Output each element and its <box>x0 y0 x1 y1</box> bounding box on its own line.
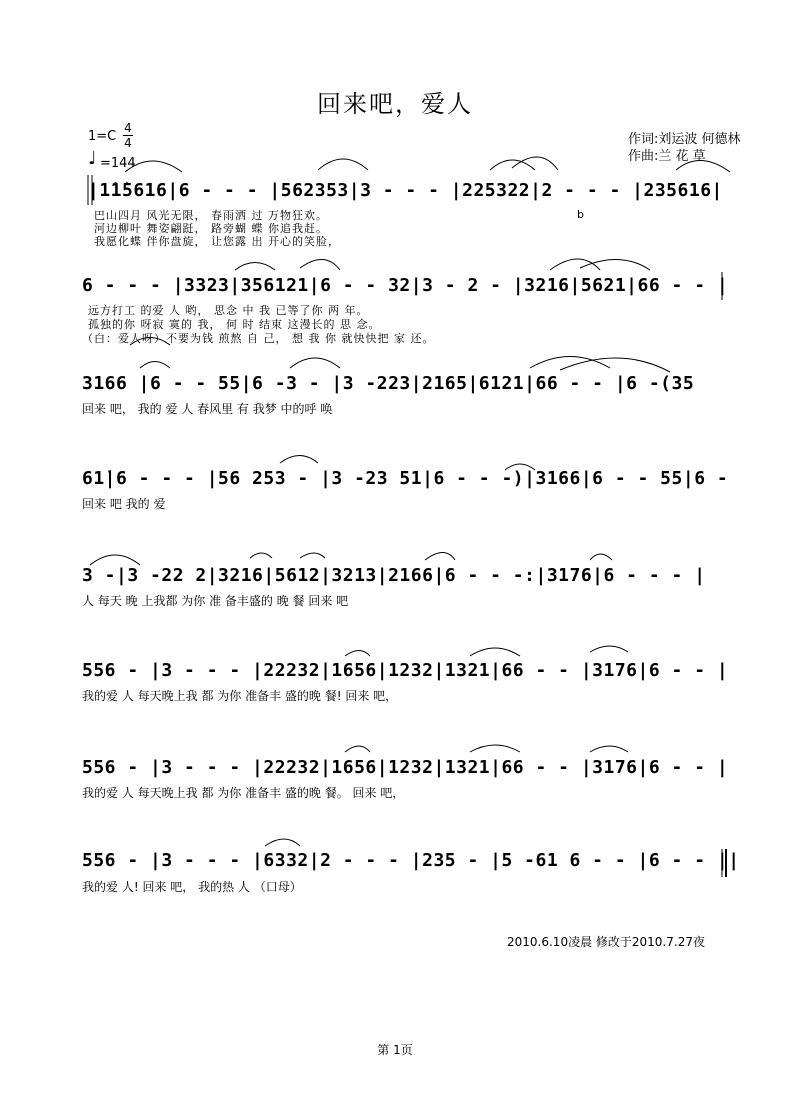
slur <box>140 362 170 369</box>
slur <box>235 263 275 271</box>
slur <box>590 746 628 752</box>
lyric-4: 回来 吧 我的 爱 <box>82 497 166 511</box>
slur <box>470 648 520 656</box>
lyric-1-verse-3: 我愿化蝶 伴你盘旋， 让您露 出 开心的笑脸， <box>94 235 340 248</box>
lyric-3: 回来 吧， 我的 爱 人 春风里 有 我梦 中的呼 唤 <box>82 402 333 416</box>
lyric-7: 我的爱 人 每天晚上我 都 为你 准备丰 盛的晚 餐。 回来 吧， <box>82 786 405 800</box>
slur <box>280 456 318 464</box>
slur <box>300 553 325 558</box>
lyric-2-verse-1: 远方打工 的爱 人 哟， 思念 中 我 已等了你 两 年。 <box>88 304 369 317</box>
slur <box>505 464 535 470</box>
slur <box>560 358 670 372</box>
lyricist-credit: 作词:刘运波 何德林 <box>628 132 741 147</box>
score-line-2: 6 - - - |3323|356121|6 - - 32|3 - 2 - |3216|5621|66 - - | <box>82 275 729 296</box>
lyric-1-verse-2: 河边柳叶 舞姿翩跹， 路旁蝴 蝶 你追我赶。 <box>94 222 328 235</box>
score-line-8: 556 - |3 - - - |6332|2 - - - |235 - |5 -61 6 - - |6 - - || <box>82 850 740 871</box>
slur <box>250 553 272 558</box>
score-line-4: 61̇|6 - - - |56 253 - |3 -23 51|6 - - -)|3166|6 - - 55|6 - <box>82 468 729 489</box>
tempo: =144 <box>100 156 136 171</box>
slur <box>550 259 600 270</box>
page-number: 第 1页 <box>377 1043 413 1057</box>
lyric-5: 人 每天 晚 上我都 为你 准 备丰盛的 晚 餐 回来 吧 <box>82 594 349 608</box>
slur <box>265 839 300 846</box>
score-line-3: 3166 |6 - - 55|6 -3 - |3 -223|2165|6121|66 - - |6 -(35 <box>82 373 695 394</box>
time-sig-bottom: 4 <box>124 136 132 150</box>
lyric-8: 我的爱 人! 回来 吧， 我的热 人 （口母） <box>82 880 302 894</box>
slur <box>425 553 455 561</box>
slur <box>512 157 558 170</box>
slur <box>490 160 535 170</box>
slur <box>318 159 368 170</box>
score-line-7: 556 - |3 - - - |22232|1656|1232|1321|66 - - |3176|6 - - | <box>82 757 729 778</box>
slur <box>345 651 370 657</box>
slur <box>580 259 650 270</box>
composer-credit: 作曲:兰 花 草 <box>628 149 706 164</box>
slur <box>125 161 182 172</box>
score-line-5: 3 -|3 -22 2|3216|5612|3213|2166|6 - - -:|3176|6 - - - | <box>82 565 706 586</box>
flat-sign: b <box>577 208 585 221</box>
lyric-1-verse-1: 巴山四月 风光无限， 春雨洒 过 万物狂欢。 <box>94 209 328 222</box>
slur <box>90 555 140 565</box>
lyric-2-verse-2: 孤独的你 呀寂 寞的 我， 何 时 结束 这漫长的 思 念。 <box>88 318 381 331</box>
quarter-note-icon: ♩ <box>88 148 97 169</box>
slur <box>345 746 370 752</box>
time-sig-top: 4 <box>124 121 132 135</box>
page-title: 回来吧，爱人 <box>317 90 473 118</box>
score-line-6: 556 - |3 - - - |22232|1656|1232|1321|66 - - |3176|6 - - | <box>82 660 729 681</box>
slur <box>590 554 612 560</box>
key-signature: 1=C <box>88 129 117 144</box>
lyric-2-verse-3: （白：爱人呀）不要为钱 煎熬 自 己， 想 我 你 就快快把 家 还。 <box>82 332 435 345</box>
slur <box>130 338 170 346</box>
slur <box>300 259 340 270</box>
slur <box>290 358 340 368</box>
score-line-1: |1̇1̇5616|6 - - - |562353|3 - - - |225322|2 - - - |235616| <box>88 180 723 201</box>
slur <box>676 160 730 172</box>
lyric-6: 我的爱 人 每天晚上我 都 为你 准备丰 盛的晚 餐! 回来 吧， <box>82 689 398 703</box>
slur <box>470 745 520 752</box>
slur <box>590 646 628 652</box>
revision-note: 2010.6.10凌晨 修改于2010.7.27夜 <box>507 935 705 949</box>
